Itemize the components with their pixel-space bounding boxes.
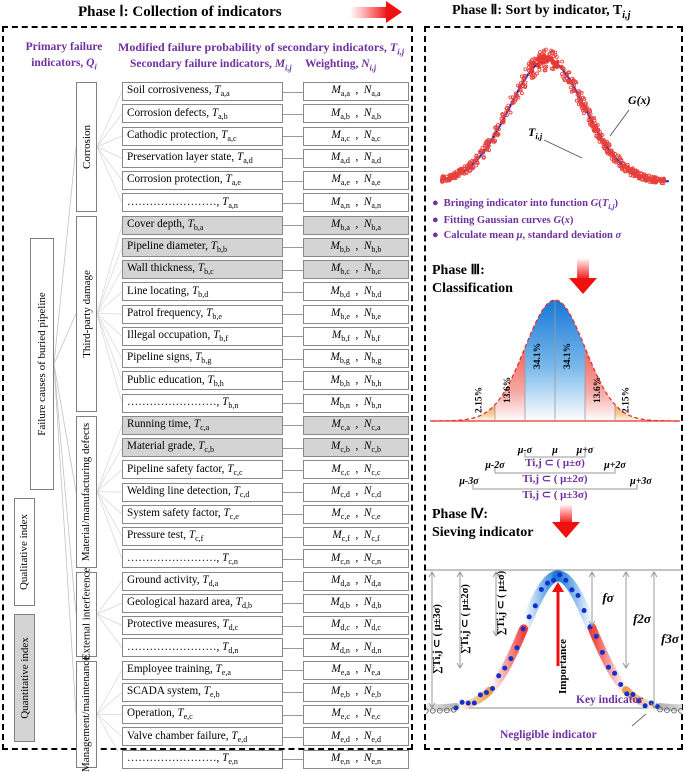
secondary-indicator-row [122, 349, 283, 368]
weighting-value: $M_{b,b}$ , $N_{b,b}$ [330, 240, 382, 255]
row-connector [283, 470, 303, 471]
weighting-cell [303, 305, 409, 324]
weighting-value: $M_{a,a}$ , $N_{a,a}$ [331, 84, 381, 99]
weighting-cell [303, 260, 409, 279]
row-connector [283, 715, 303, 716]
phase4-title-line2: Sieving indicator [432, 524, 534, 540]
weighting-value: $M_{a,d}$ , $N_{a,d}$ [331, 151, 381, 166]
weighting-cell [303, 193, 409, 212]
secondary-indicator-label: Employee training, $T_{e,a}$ [127, 662, 231, 678]
weighting-cell [303, 438, 409, 457]
svg-text:Ti,j: $T_{i,j}$ [528, 125, 543, 141]
phase2-title-text: Phase Ⅱ: Sort by indicator, T [452, 3, 623, 18]
secondary-indicator-row [122, 683, 283, 702]
secondary-indicator-label: ……………………, $T_{b,n}$ [127, 395, 239, 411]
bullet-dot-icon: ● [432, 228, 439, 241]
weighting-value: $M_{b,e}$ , $N_{b,e}$ [331, 306, 381, 322]
weighting-value: $M_{e,n}$ , $N_{e,n}$ [331, 751, 381, 767]
secondary-indicator-row [122, 549, 283, 568]
secondary-indicator-row [122, 483, 283, 502]
weighting-value: $M_{e,c}$ , $N_{e,c}$ [331, 707, 381, 722]
phase4-title-line1: Phase Ⅳ: [432, 507, 489, 522]
svg-text:34.1%: 34.1% [533, 342, 543, 369]
weighting-value: $M_{b,h}$ , $N_{b,h}$ [330, 373, 382, 388]
phase3-title-line1: Phase Ⅲ: [432, 263, 485, 278]
weighting-cell [303, 282, 409, 301]
secondary-indicator-row [122, 149, 283, 168]
svg-text:f2σ: f2σ [633, 611, 651, 626]
svg-text:μ: μ [552, 445, 558, 456]
phase2-bullet-1: ● Bringing indicator into function $G(T_{i,j})$ [432, 197, 618, 212]
svg-text:μ-3σ: μ-3σ [459, 476, 479, 487]
svg-text:fσ: fσ [602, 590, 614, 605]
svg-text:Importance: Importance [557, 639, 569, 694]
weighting-cell [303, 216, 409, 235]
primary-indicator-label: Material/manufacturing defects [80, 422, 93, 561]
row-connector [283, 514, 303, 515]
row-connector [283, 247, 303, 248]
weighting-cell [303, 661, 409, 680]
svg-text:Ti,j ⊂ ( μ±3σ): Ti,j ⊂ ( μ±3σ) [522, 489, 588, 501]
secondary-indicator-label: Corrosion protection, $T_{a,e}$ [127, 173, 241, 188]
index-group-label: Quantitative index [18, 637, 31, 719]
weighting-cell [303, 416, 409, 435]
header-secondary-indicators: Secondary failure indicators, $M_{i,j}$ [130, 58, 292, 73]
svg-text:∑Ti,j ⊂ ( μ±σ): ∑Ti,j ⊂ ( μ±σ) [496, 570, 507, 636]
phase3-to-phase4-arrow [560, 504, 572, 524]
weighting-cell [303, 750, 409, 769]
weighting-value: $M_{b,d}$ , $N_{b,d}$ [330, 284, 382, 299]
weighting-value: $M_{a,n}$ , $N_{a,n}$ [331, 195, 381, 210]
primary-indicator-box [76, 416, 97, 568]
primary-indicator-label: Third-party damage [80, 269, 93, 358]
secondary-indicator-label: Wall thickness, $T_{b,c}$ [127, 262, 214, 277]
weighting-cell [303, 171, 409, 190]
row-connector [283, 92, 303, 93]
secondary-indicator-row [122, 460, 283, 479]
phase3-title-line2: Classification [432, 280, 513, 296]
weighting-value: $M_{c,a}$ , $N_{c,a}$ [331, 418, 381, 433]
row-connector [283, 203, 303, 204]
weighting-cell [303, 327, 409, 346]
row-connector [283, 158, 303, 159]
primary-indicator-label: Corrosion [80, 124, 93, 169]
svg-text:13.6%: 13.6% [503, 376, 513, 403]
row-connector [283, 381, 303, 382]
row-connector [283, 270, 303, 271]
secondary-indicator-label: Illegal occupation, $T_{b,f}$ [127, 329, 229, 344]
row-connector [283, 648, 303, 649]
svg-text:G(x): G(x) [628, 93, 651, 107]
secondary-indicator-label: Geological hazard area, $T_{d,b}$ [127, 596, 252, 611]
weighting-value: $M_{c,n}$ , $N_{c,n}$ [331, 551, 381, 566]
secondary-indicator-label: Soil corrosiveness, $T_{a,a}$ [127, 84, 230, 99]
weighting-cell [303, 616, 409, 635]
secondary-indicator-row [122, 394, 283, 413]
primary-indicator-box [76, 567, 97, 661]
secondary-indicator-label: Pipeline signs, $T_{b,g}$ [127, 351, 212, 366]
secondary-indicator-label: SCADA system, $T_{e,b}$ [127, 685, 220, 700]
row-connector [283, 292, 303, 293]
weighting-value: $M_{c,f}$ , $N_{c,f}$ [332, 529, 380, 544]
weighting-cell [303, 727, 409, 746]
row-connector [283, 492, 303, 493]
weighting-value: $M_{d,a}$ , $N_{d,a}$ [331, 573, 381, 589]
secondary-indicator-row [122, 661, 283, 680]
bullet-dot-icon: ● [432, 213, 439, 226]
phase2-to-phase3-arrow [577, 258, 589, 280]
weighting-value: $M_{b,f}$ , $N_{b,f}$ [331, 329, 381, 344]
secondary-indicator-row [122, 104, 283, 123]
secondary-indicator-label: ……………………, $T_{e,n}$ [127, 751, 238, 767]
weighting-cell [303, 371, 409, 390]
secondary-indicator-label: Cathodic protection, $T_{a,c}$ [127, 128, 237, 144]
row-connector [283, 670, 303, 671]
weighting-value: $M_{c,e}$ , $N_{c,e}$ [331, 507, 381, 522]
weighting-value: $M_{c,c}$ , $N_{c,c}$ [331, 462, 381, 477]
bullet-dot-icon: ● [432, 197, 439, 209]
weighting-value: $M_{d,n}$ , $N_{d,n}$ [330, 640, 382, 655]
secondary-indicator-row [122, 371, 283, 390]
secondary-indicator-row [122, 171, 283, 190]
row-connector [283, 403, 303, 404]
primary-indicator-box [76, 216, 97, 412]
row-connector [283, 737, 303, 738]
row-connector [283, 448, 303, 449]
svg-text:Negligible indicator: Negligible indicator [500, 729, 597, 741]
weighting-cell [303, 349, 409, 368]
svg-text:∑Ti,j ⊂ ( μ±2σ): ∑Ti,j ⊂ ( μ±2σ) [460, 584, 471, 654]
secondary-indicator-row [122, 616, 283, 635]
root-node-box [30, 238, 54, 490]
header-primary-line1: Primary failure [25, 41, 103, 53]
secondary-indicator-label: Operation, $T_{e,c}$ [127, 707, 193, 722]
phase3-normal-distribution-chart [428, 288, 682, 443]
svg-text:2.15%: 2.15% [474, 386, 485, 413]
secondary-indicator-label: ……………………, $T_{a,n}$ [127, 195, 238, 210]
secondary-indicator-label: Protective measures, $T_{d,c}$ [127, 618, 239, 633]
secondary-indicator-label: Ground activity, $T_{d,a}$ [127, 573, 219, 589]
phase2-title-subscript: i,j [622, 9, 631, 21]
secondary-indicator-row [122, 727, 283, 746]
secondary-indicator-label: Material grade, $T_{c,b}$ [127, 440, 214, 455]
phase2-bullet-list [432, 196, 680, 243]
phase2-bullet-3: ● Calculate mean μ, standard deviation σ [432, 228, 622, 241]
weighting-cell [303, 483, 409, 502]
svg-text:μ+σ: μ+σ [576, 445, 594, 456]
secondary-indicator-row [122, 82, 283, 101]
secondary-indicator-label: Valve chamber failure, $T_{e,d}$ [127, 729, 248, 744]
secondary-indicator-label: Line locating, $T_{b,d}$ [127, 284, 209, 299]
weighting-value: $M_{e,d}$ , $N_{e,d}$ [331, 729, 381, 744]
row-connector [283, 314, 303, 315]
header-modified-probability: Modified failure probability of secondary indicators, $T_{i,j}$ [118, 40, 405, 57]
secondary-indicator-label: ……………………, $T_{c,n}$ [127, 551, 238, 566]
weighting-cell [303, 460, 409, 479]
row-connector [283, 537, 303, 538]
primary-indicator-label: External interference [80, 567, 93, 661]
svg-text:Key indicator: Key indicator [576, 694, 644, 706]
secondary-indicator-row [122, 527, 283, 546]
index-group-box [14, 498, 35, 606]
weighting-value: $M_{c,d}$ , $N_{c,d}$ [331, 484, 381, 500]
weighting-value: $M_{b,c}$ , $N_{b,c}$ [331, 262, 381, 277]
row-connector [283, 759, 303, 760]
phase2-gaussian-scatter-chart [432, 38, 677, 190]
weighting-value: $M_{e,b}$ , $N_{e,b}$ [331, 685, 381, 700]
root-node-label: Failure causes of buried pipeline [36, 292, 49, 436]
secondary-indicator-row [122, 193, 283, 212]
row-connector [283, 181, 303, 182]
weighting-value: $M_{e,a}$ , $N_{e,a}$ [331, 662, 381, 678]
svg-text:13.6%: 13.6% [593, 376, 603, 403]
weighting-value: $M_{d,b}$ , $N_{d,b}$ [330, 596, 382, 611]
secondary-indicator-label: Public education, $T_{b,h}$ [127, 373, 224, 388]
secondary-indicator-row [122, 260, 283, 279]
svg-text:Ti,j ⊂ ( μ±σ): Ti,j ⊂ ( μ±σ) [525, 457, 585, 469]
weighting-cell [303, 705, 409, 724]
phase2-bullet-2: ● Fitting Gaussian curves G(x) [432, 213, 574, 226]
secondary-indicator-row [122, 505, 283, 524]
weighting-cell [303, 149, 409, 168]
row-connector [283, 336, 303, 337]
secondary-indicator-row [122, 216, 283, 235]
secondary-indicator-row [122, 416, 283, 435]
weighting-cell [303, 394, 409, 413]
secondary-indicator-label: Patrol frequency, $T_{b,e}$ [127, 306, 222, 322]
weighting-value: $M_{b,g}$ , $N_{b,g}$ [330, 351, 382, 366]
weighting-cell [303, 505, 409, 524]
header-weighting: Weighting, $N_{i,j}$ [305, 58, 377, 73]
weighting-value: $M_{a,b}$ , $N_{a,b}$ [331, 106, 381, 121]
svg-text:μ+2σ: μ+2σ [604, 460, 626, 471]
secondary-indicator-label: ……………………, $T_{d,n}$ [127, 640, 239, 655]
weighting-cell [303, 82, 409, 101]
secondary-indicator-label: Pressure test, $T_{c,f}$ [127, 529, 204, 544]
row-connector [283, 114, 303, 115]
primary-indicator-box [76, 82, 97, 212]
secondary-indicator-row [122, 572, 283, 591]
weighting-cell [303, 683, 409, 702]
svg-text:μ-2σ: μ-2σ [485, 460, 505, 471]
weighting-cell [303, 572, 409, 591]
row-connector [283, 581, 303, 582]
row-connector [283, 136, 303, 137]
svg-text:Ti,j ⊂ ( μ±2σ): Ti,j ⊂ ( μ±2σ) [522, 473, 588, 485]
weighting-value: $M_{b,a}$ , $N_{b,a}$ [331, 217, 381, 233]
weighting-value: $M_{a,c}$ , $N_{a,c}$ [331, 128, 381, 144]
weighting-cell [303, 594, 409, 613]
phase4-title [432, 506, 534, 541]
secondary-indicator-label: Welding line detection, $T_{c,d}$ [127, 484, 250, 500]
svg-text:f3σ: f3σ [661, 631, 679, 646]
primary-indicator-label: Management/maintenance [80, 656, 93, 772]
row-connector [283, 425, 303, 426]
secondary-indicator-row [122, 127, 283, 146]
secondary-indicator-label: Pipeline safety factor, $T_{c,c}$ [127, 462, 243, 477]
header-primary-line2: indicators, $Q_i$ [31, 56, 97, 71]
row-connector [283, 626, 303, 627]
secondary-indicator-row [122, 638, 283, 657]
weighting-cell [303, 549, 409, 568]
weighting-value: $M_{a,e}$ , $N_{a,e}$ [331, 173, 381, 188]
weighting-value: $M_{b,n}$ , $N_{b,n}$ [330, 395, 382, 411]
weighting-cell [303, 638, 409, 657]
secondary-indicator-label: Running time, $T_{c,a}$ [127, 418, 210, 433]
index-group-box [14, 614, 35, 742]
row-connector [283, 225, 303, 226]
weighting-cell [303, 104, 409, 123]
svg-text:μ-σ: μ-σ [517, 445, 533, 456]
secondary-indicator-label: Cover depth, $T_{b,a}$ [127, 217, 204, 233]
weighting-cell [303, 238, 409, 257]
phase3-sigma-brackets [428, 444, 682, 504]
row-connector [283, 603, 303, 604]
row-connector [283, 559, 303, 560]
svg-text:∑Ti,j ⊂ ( μ±3σ): ∑Ti,j ⊂ ( μ±3σ) [432, 604, 443, 674]
secondary-indicator-row [122, 238, 283, 257]
weighting-cell [303, 127, 409, 146]
phase3-to-phase4-arrow-head [552, 522, 580, 538]
secondary-indicator-row [122, 327, 283, 346]
secondary-indicator-row [122, 750, 283, 769]
svg-text:2.15%: 2.15% [621, 386, 632, 413]
secondary-indicator-row [122, 438, 283, 457]
phase4-sieving-chart [426, 554, 682, 744]
index-group-label: Qualitative index [18, 513, 31, 591]
secondary-indicator-row [122, 305, 283, 324]
secondary-indicator-row [122, 705, 283, 724]
weighting-value: $M_{c,b}$ , $N_{c,b}$ [331, 440, 381, 455]
secondary-indicator-label: Corrosion defects, $T_{a,b}$ [127, 106, 228, 121]
svg-text:μ+3σ: μ+3σ [630, 476, 652, 487]
secondary-indicator-row [122, 282, 283, 301]
secondary-indicator-label: Preservation layer state, $T_{a,d}$ [127, 151, 253, 166]
phase1-title: Phase Ⅰ: Collection of indicators [78, 4, 282, 20]
row-connector [283, 692, 303, 693]
secondary-indicator-row [122, 594, 283, 613]
row-connector [283, 359, 303, 360]
secondary-indicator-label: Pipeline diameter, $T_{b,b}$ [127, 240, 228, 255]
svg-text:34.1%: 34.1% [563, 342, 573, 369]
secondary-indicator-label: System safety factor, $T_{c,e}$ [127, 507, 239, 522]
weighting-cell [303, 527, 409, 546]
weighting-value: $M_{d,c}$ , $N_{d,c}$ [331, 618, 381, 633]
